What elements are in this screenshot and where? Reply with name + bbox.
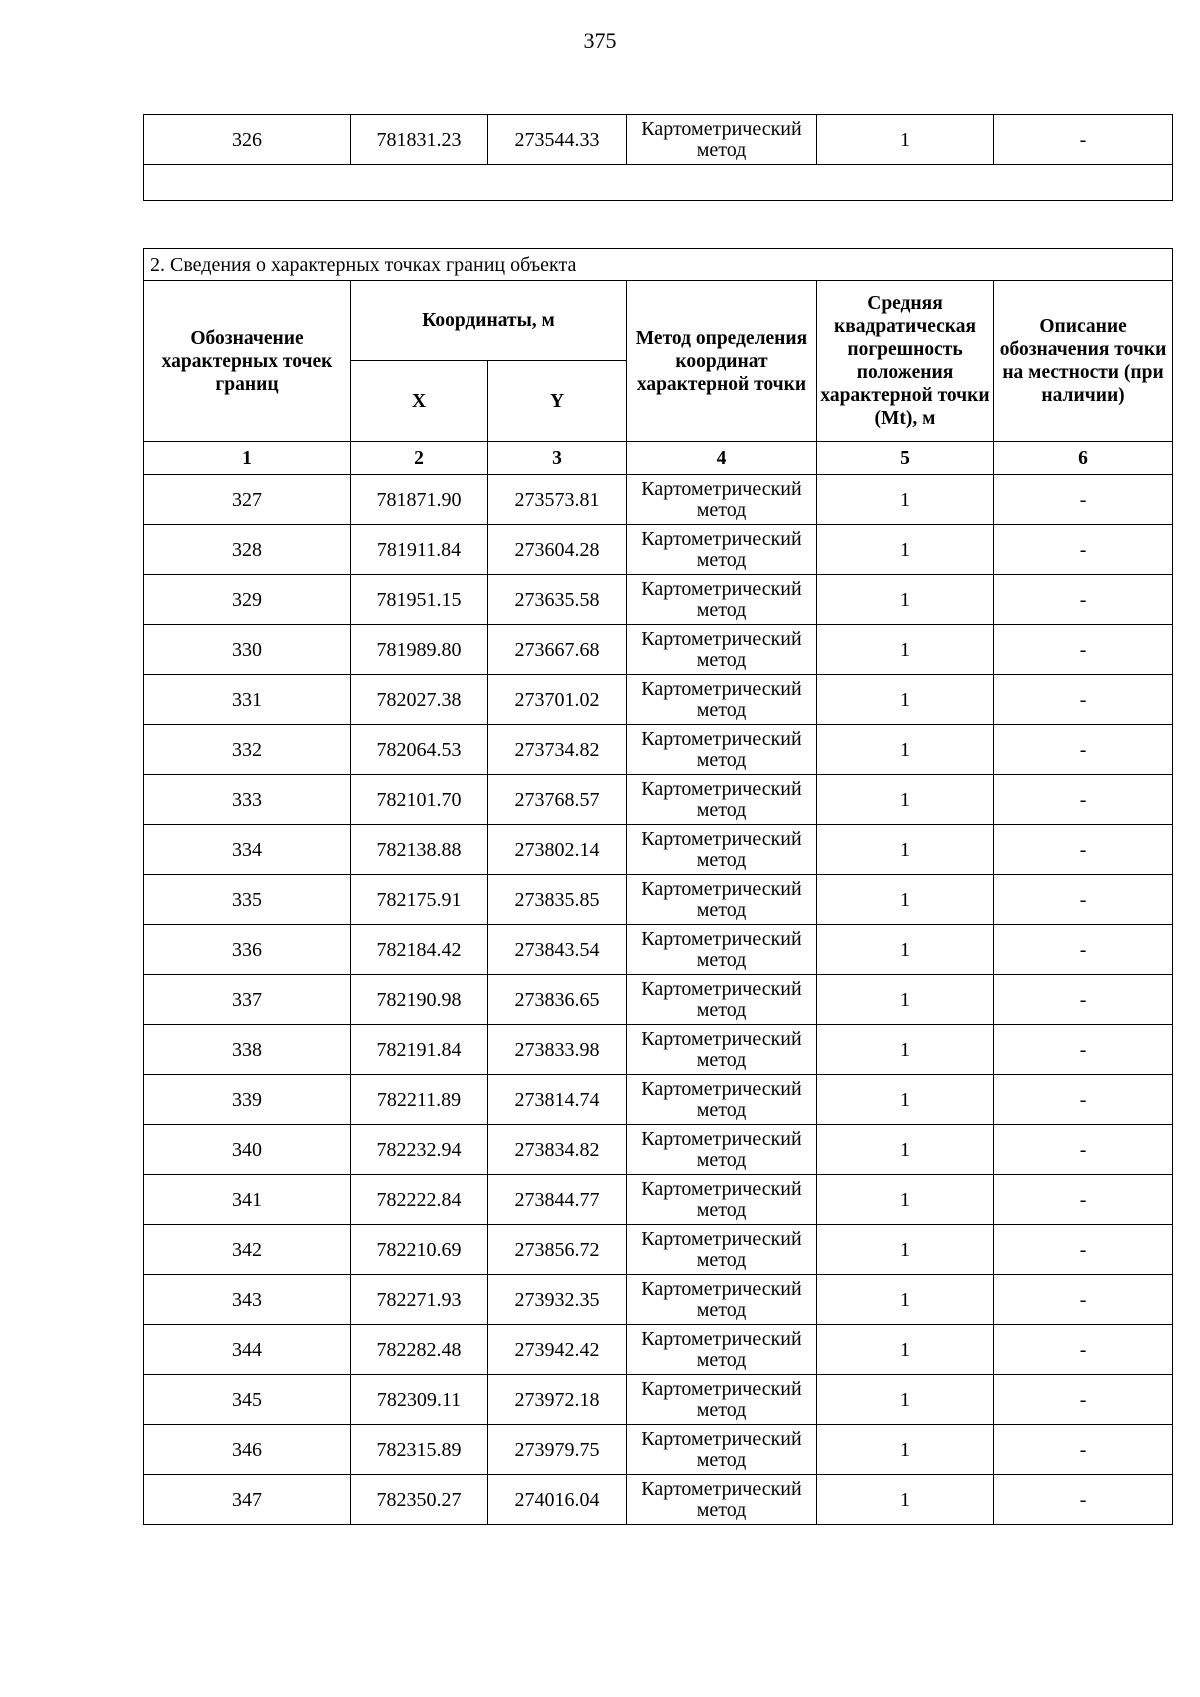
table-row [144, 115, 1173, 165]
point-cell: 332 [144, 725, 351, 775]
point-cell: 342 [144, 1225, 351, 1275]
y-cell: 273768.57 [488, 775, 627, 825]
method-line-2: метод [696, 1048, 747, 1071]
point-cell: 328 [144, 525, 351, 575]
point-cell: 334 [144, 825, 351, 875]
method-line-1: Картометрический [641, 827, 802, 850]
x-cell: 782064.53 [351, 725, 488, 775]
method-cell [627, 1125, 817, 1175]
table-row [144, 1475, 1173, 1525]
y-cell: 273833.98 [488, 1025, 627, 1075]
error-cell: 1 [817, 1375, 994, 1425]
method-line-1: Картометрический [641, 1477, 802, 1500]
x-cell: 782271.93 [351, 1275, 488, 1325]
table-row [144, 725, 1173, 775]
method-line-1: Картометрический [641, 1377, 802, 1400]
method-line-1: Картометрический [641, 1227, 802, 1250]
method-line-2: метод [696, 498, 747, 521]
point-cell: 340 [144, 1125, 351, 1175]
point-cell: 345 [144, 1375, 351, 1425]
point-cell: 339 [144, 1075, 351, 1125]
table-row [144, 1075, 1173, 1125]
x-cell: 782309.11 [351, 1375, 488, 1425]
boundary-points-table [143, 248, 1173, 1525]
column-number: 1 [144, 442, 351, 475]
method-cell [627, 525, 817, 575]
method-line-1: Картометрический [641, 627, 802, 650]
desc-cell: - [994, 115, 1173, 165]
method-line-2: метод [696, 598, 747, 621]
method-cell [627, 625, 817, 675]
method-cell [627, 1275, 817, 1325]
desc-cell: - [994, 1425, 1173, 1475]
y-cell: 273979.75 [488, 1425, 627, 1475]
table-row [144, 1375, 1173, 1425]
method-line-1: Картометрический [641, 1027, 802, 1050]
method-line-1: Картометрический [641, 477, 802, 500]
method-cell [627, 1475, 817, 1525]
error-cell: 1 [817, 115, 994, 165]
method-cell [627, 875, 817, 925]
method-line-2: метод [696, 1098, 747, 1121]
table-row [144, 775, 1173, 825]
y-cell: 273836.65 [488, 975, 627, 1025]
method-line-2: метод [696, 948, 747, 971]
desc-cell: - [994, 525, 1173, 575]
desc-cell: - [994, 775, 1173, 825]
header-error: Средняя квадратическая погрешность положения характерной точки (Mt), м [817, 281, 994, 442]
method-cell [627, 775, 817, 825]
method-cell [627, 475, 817, 525]
desc-cell: - [994, 475, 1173, 525]
method-line-2: метод [696, 798, 747, 821]
column-number: 6 [994, 442, 1173, 475]
y-cell: 273856.72 [488, 1225, 627, 1275]
desc-cell: - [994, 675, 1173, 725]
y-cell: 273814.74 [488, 1075, 627, 1125]
table-row [144, 1125, 1173, 1175]
x-cell: 782222.84 [351, 1175, 488, 1225]
table-row [144, 525, 1173, 575]
column-number: 4 [627, 442, 817, 475]
method-line-2: метод [696, 998, 747, 1021]
blank-row [144, 165, 1173, 201]
x-cell: 782184.42 [351, 925, 488, 975]
method-line-2: метод [696, 138, 747, 161]
point-cell: 331 [144, 675, 351, 725]
y-cell: 273932.35 [488, 1275, 627, 1325]
point-cell: 326 [144, 115, 351, 165]
method-cell [627, 1425, 817, 1475]
point-cell: 338 [144, 1025, 351, 1075]
method-line-1: Картометрический [641, 877, 802, 900]
desc-cell: - [994, 725, 1173, 775]
error-cell: 1 [817, 475, 994, 525]
point-cell: 333 [144, 775, 351, 825]
y-cell: 273835.85 [488, 875, 627, 925]
section-title: 2. Сведения о характерных точках границ объекта [144, 249, 1173, 281]
table-row [144, 1325, 1173, 1375]
method-line-2: метод [696, 648, 747, 671]
method-line-1: Картометрический [641, 1327, 802, 1350]
column-number-row [144, 442, 1173, 475]
point-cell: 346 [144, 1425, 351, 1475]
column-number: 2 [351, 442, 488, 475]
error-cell: 1 [817, 1075, 994, 1125]
column-number: 3 [488, 442, 627, 475]
error-cell: 1 [817, 1025, 994, 1075]
method-cell [627, 1225, 817, 1275]
method-line-1: Картометрический [641, 977, 802, 1000]
error-cell: 1 [817, 825, 994, 875]
x-cell: 782027.38 [351, 675, 488, 725]
table-row [144, 575, 1173, 625]
error-cell: 1 [817, 875, 994, 925]
point-cell: 341 [144, 1175, 351, 1225]
table-row [144, 825, 1173, 875]
x-cell: 781831.23 [351, 115, 488, 165]
header-coords: Координаты, м [351, 281, 627, 361]
y-cell: 274016.04 [488, 1475, 627, 1525]
column-number: 5 [817, 442, 994, 475]
y-cell: 273573.81 [488, 475, 627, 525]
error-cell: 1 [817, 1175, 994, 1225]
desc-cell: - [994, 1025, 1173, 1075]
table-row [144, 1175, 1173, 1225]
point-cell: 327 [144, 475, 351, 525]
method-line-2: метод [696, 1198, 747, 1221]
method-cell [627, 1325, 817, 1375]
method-cell [627, 975, 817, 1025]
method-cell [627, 675, 817, 725]
method-cell [627, 1075, 817, 1125]
point-cell: 347 [144, 1475, 351, 1525]
error-cell: 1 [817, 975, 994, 1025]
method-line-1: Картометрический [641, 117, 802, 140]
method-line-1: Картометрический [641, 677, 802, 700]
table-row [144, 1425, 1173, 1475]
x-cell: 782190.98 [351, 975, 488, 1025]
desc-cell: - [994, 625, 1173, 675]
method-line-1: Картометрический [641, 527, 802, 550]
method-line-1: Картометрический [641, 777, 802, 800]
x-cell: 782138.88 [351, 825, 488, 875]
table-row [144, 975, 1173, 1025]
method-cell [627, 575, 817, 625]
method-cell [627, 1175, 817, 1225]
y-cell: 273834.82 [488, 1125, 627, 1175]
method-line-2: метод [696, 1298, 747, 1321]
y-cell: 273942.42 [488, 1325, 627, 1375]
x-cell: 782350.27 [351, 1475, 488, 1525]
error-cell: 1 [817, 625, 994, 675]
method-line-2: метод [696, 748, 747, 771]
point-cell: 343 [144, 1275, 351, 1325]
error-cell: 1 [817, 1475, 994, 1525]
point-cell: 330 [144, 625, 351, 675]
method-line-2: метод [696, 548, 747, 571]
header-y: Y [488, 361, 627, 442]
error-cell: 1 [817, 1125, 994, 1175]
x-cell: 781871.90 [351, 475, 488, 525]
method-line-2: метод [696, 1148, 747, 1171]
point-cell: 336 [144, 925, 351, 975]
y-cell: 273972.18 [488, 1375, 627, 1425]
y-cell: 273635.58 [488, 575, 627, 625]
desc-cell: - [994, 1075, 1173, 1125]
header-x: X [351, 361, 488, 442]
error-cell: 1 [817, 675, 994, 725]
method-line-1: Картометрический [641, 1077, 802, 1100]
point-cell: 335 [144, 875, 351, 925]
continuation-table [143, 114, 1173, 201]
x-cell: 782211.89 [351, 1075, 488, 1125]
error-cell: 1 [817, 575, 994, 625]
table-row [144, 1225, 1173, 1275]
y-cell: 273667.68 [488, 625, 627, 675]
method-line-2: метод [696, 1398, 747, 1421]
error-cell: 1 [817, 925, 994, 975]
desc-cell: - [994, 1175, 1173, 1225]
method-line-2: метод [696, 698, 747, 721]
error-cell: 1 [817, 1275, 994, 1325]
y-cell: 273604.28 [488, 525, 627, 575]
method-line-2: метод [696, 848, 747, 871]
method-cell [627, 1025, 817, 1075]
method-cell [627, 825, 817, 875]
method-line-1: Картометрический [641, 1127, 802, 1150]
method-line-1: Картометрический [641, 1427, 802, 1450]
method-line-2: метод [696, 898, 747, 921]
y-cell: 273802.14 [488, 825, 627, 875]
desc-cell: - [994, 1275, 1173, 1325]
x-cell: 781911.84 [351, 525, 488, 575]
desc-cell: - [994, 575, 1173, 625]
error-cell: 1 [817, 525, 994, 575]
method-line-1: Картометрический [641, 1177, 802, 1200]
table-row [144, 625, 1173, 675]
method-line-1: Картометрический [641, 577, 802, 600]
desc-cell: - [994, 1375, 1173, 1425]
y-cell: 273544.33 [488, 115, 627, 165]
desc-cell: - [994, 925, 1173, 975]
method-line-2: метод [696, 1248, 747, 1271]
error-cell: 1 [817, 775, 994, 825]
method-cell [627, 725, 817, 775]
x-cell: 782315.89 [351, 1425, 488, 1475]
x-cell: 782175.91 [351, 875, 488, 925]
point-cell: 344 [144, 1325, 351, 1375]
y-cell: 273701.02 [488, 675, 627, 725]
header-desc: Описание обозначения точки на местности (при наличии) [994, 281, 1173, 442]
table-row [144, 1025, 1173, 1075]
desc-cell: - [994, 1125, 1173, 1175]
x-cell: 782191.84 [351, 1025, 488, 1075]
method-line-1: Картометрический [641, 727, 802, 750]
error-cell: 1 [817, 1225, 994, 1275]
error-cell: 1 [817, 1425, 994, 1475]
table-row [144, 1275, 1173, 1325]
header-method: Метод определения координат характерной точки [627, 281, 817, 442]
page-number: 375 [583, 28, 617, 53]
point-cell: 329 [144, 575, 351, 625]
desc-cell: - [994, 825, 1173, 875]
desc-cell: - [994, 1225, 1173, 1275]
error-cell: 1 [817, 725, 994, 775]
method-cell [627, 925, 817, 975]
error-cell: 1 [817, 1325, 994, 1375]
x-cell: 781951.15 [351, 575, 488, 625]
x-cell: 782282.48 [351, 1325, 488, 1375]
point-cell: 337 [144, 975, 351, 1025]
table-row [144, 875, 1173, 925]
method-line-2: метод [696, 1348, 747, 1371]
table-row [144, 475, 1173, 525]
header-point: Обозначение характерных точек границ [144, 281, 351, 442]
desc-cell: - [994, 1325, 1173, 1375]
table-row [144, 675, 1173, 725]
method-line-1: Картометрический [641, 927, 802, 950]
desc-cell: - [994, 1475, 1173, 1525]
desc-cell: - [994, 875, 1173, 925]
x-cell: 782232.94 [351, 1125, 488, 1175]
method-cell [627, 115, 817, 165]
method-cell [627, 1375, 817, 1425]
method-line-2: метод [696, 1498, 747, 1521]
y-cell: 273843.54 [488, 925, 627, 975]
y-cell: 273734.82 [488, 725, 627, 775]
method-line-2: метод [696, 1448, 747, 1471]
method-line-1: Картометрический [641, 1277, 802, 1300]
x-cell: 781989.80 [351, 625, 488, 675]
desc-cell: - [994, 975, 1173, 1025]
x-cell: 782101.70 [351, 775, 488, 825]
table-row [144, 925, 1173, 975]
y-cell: 273844.77 [488, 1175, 627, 1225]
x-cell: 782210.69 [351, 1225, 488, 1275]
